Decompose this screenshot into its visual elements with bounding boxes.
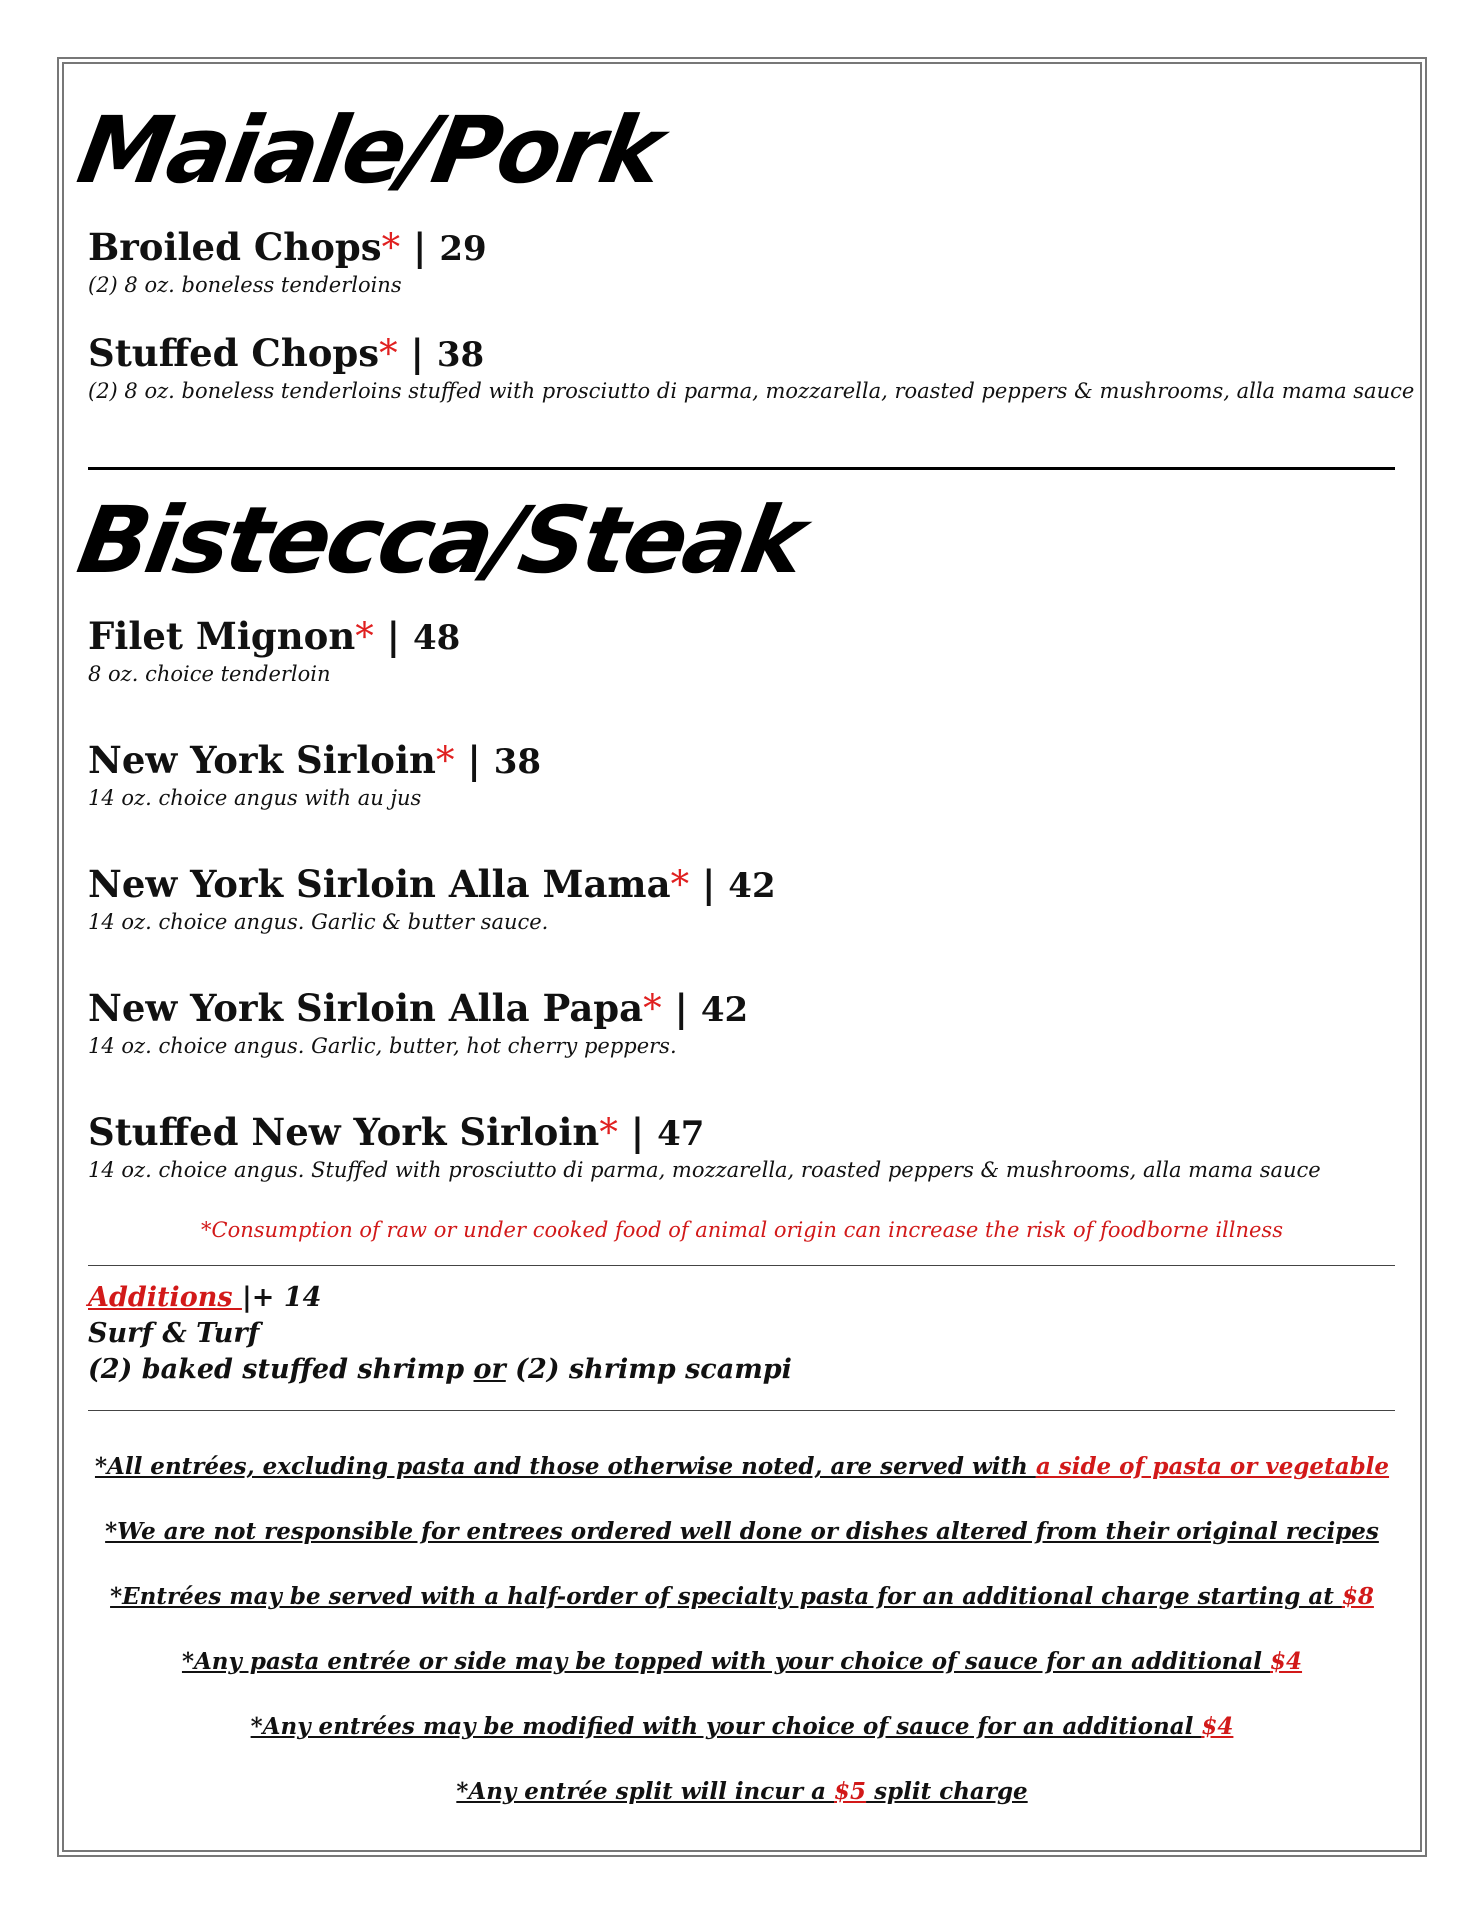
footnote-text: *Any pasta entrée or side may be topped with your choice of sauce for an additional (181, 1648, 1271, 1675)
footnote-highlight: $4 (1201, 1713, 1234, 1740)
additions-line-shrimp (88, 1352, 792, 1388)
item-title (88, 1111, 1321, 1155)
price-separator: | (397, 331, 437, 375)
footnote (0, 1647, 1484, 1677)
shrimp-option-a: (2) baked stuffed shrimp (88, 1354, 474, 1385)
price-separator: | (617, 1110, 658, 1154)
section-divider (88, 467, 1395, 470)
additions-price: |+ 14 (241, 1282, 322, 1313)
footnote-text: *We are not responsible for entrees ordered well done or dishes altered from their original recipes (105, 1518, 1379, 1545)
footnote-highlight: $4 (1270, 1648, 1303, 1675)
item-name: Broiled Chops (88, 225, 382, 269)
item-name: New York Sirloin (88, 738, 436, 782)
footnote-highlight: $5 (834, 1778, 867, 1805)
additions-header (88, 1280, 792, 1316)
footnote-tail: split charge (866, 1778, 1028, 1805)
raw-warning-star: * (379, 332, 398, 375)
item-name: New York Sirloin Alla Mama (88, 862, 671, 906)
additions-block (88, 1280, 792, 1388)
footnote (0, 1777, 1484, 1807)
footnote-text: *Any entrées may be modified with your choice of sauce for an additional (250, 1713, 1202, 1740)
item-title (88, 615, 460, 659)
additions-link[interactable]: Additions (88, 1282, 242, 1313)
item-description: (2) 8 oz. boneless tenderloins (88, 273, 402, 297)
menu-item (88, 739, 541, 811)
item-price: 47 (657, 1114, 705, 1154)
menu-item (88, 987, 748, 1059)
price-separator: | (454, 738, 494, 782)
item-description: (2) 8 oz. boneless tenderloins stuffed with prosciutto di parma, mozzarella, roasted peppers & mushrooms, alla mama sauce (88, 379, 1415, 403)
raw-warning-star: * (670, 863, 690, 906)
footnote (0, 1452, 1484, 1482)
item-title (88, 987, 748, 1031)
item-title (88, 226, 487, 270)
menu-item (88, 332, 1414, 404)
footnote (0, 1712, 1484, 1742)
item-price: 48 (413, 618, 461, 658)
item-price: 42 (728, 866, 776, 906)
footnote-highlight: a side of pasta or vegetable (1035, 1453, 1390, 1480)
item-price: 29 (439, 229, 487, 269)
item-name: Stuffed New York Sirloin (88, 1110, 600, 1154)
menu-item (88, 226, 487, 298)
raw-warning-star: * (599, 1111, 618, 1154)
footnote-text: *Any entrée split will incur a (456, 1778, 835, 1805)
footnote-text: *Entrées may be served with a half-order of specialty pasta for an additional charge starting at (110, 1583, 1342, 1610)
footnote (0, 1517, 1484, 1547)
item-description: 14 oz. choice angus. Garlic & butter sauce. (88, 910, 549, 934)
menu-item (88, 863, 776, 935)
item-title (88, 332, 1414, 376)
item-description: 14 oz. choice angus with au jus (88, 786, 422, 810)
raw-warning-star: * (643, 987, 662, 1030)
additions-line-surf-turf: Surf & Turf (88, 1318, 260, 1349)
divider-line (88, 1265, 1395, 1266)
raw-warning-star: * (355, 615, 374, 658)
item-name: Filet Mignon (88, 614, 356, 658)
footnote-highlight: $8 (1341, 1583, 1374, 1610)
item-description: 14 oz. choice angus. Stuffed with prosciutto di parma, mozzarella, roasted peppers & mushrooms, alla mama sauce (88, 1158, 1321, 1182)
pork-heading: Maiale/Pork (70, 97, 669, 204)
menu-item (88, 1111, 1321, 1183)
or-word: or (473, 1354, 506, 1385)
price-separator: | (689, 862, 729, 906)
raw-warning-star: * (381, 226, 401, 269)
item-description: 8 oz. choice tenderloin (88, 662, 331, 686)
item-price: 38 (436, 335, 485, 375)
item-name: Stuffed Chops (88, 331, 380, 375)
item-description: 14 oz. choice angus. Garlic, butter, hot cherry peppers. (88, 1034, 677, 1058)
item-name: New York Sirloin Alla Papa (88, 986, 644, 1030)
item-price: 42 (700, 990, 749, 1030)
steak-heading: Bistecca/Steak (70, 487, 811, 594)
footnote (0, 1582, 1484, 1612)
price-separator: | (373, 614, 413, 658)
menu-item (88, 615, 460, 687)
item-title (88, 863, 776, 907)
foodborne-warning: *Consumption of raw or under cooked food of animal origin can increase the risk of foodborne illness (201, 1218, 1283, 1242)
divider-line (88, 1410, 1395, 1411)
price-separator: | (661, 986, 701, 1030)
item-title (88, 739, 541, 783)
shrimp-option-b: (2) shrimp scampi (505, 1354, 792, 1385)
footnote-text: *All entrées, excluding pasta and those otherwise noted, are served with (94, 1453, 1036, 1480)
raw-warning-star: * (435, 739, 455, 782)
item-price: 38 (493, 742, 542, 782)
price-separator: | (400, 225, 440, 269)
